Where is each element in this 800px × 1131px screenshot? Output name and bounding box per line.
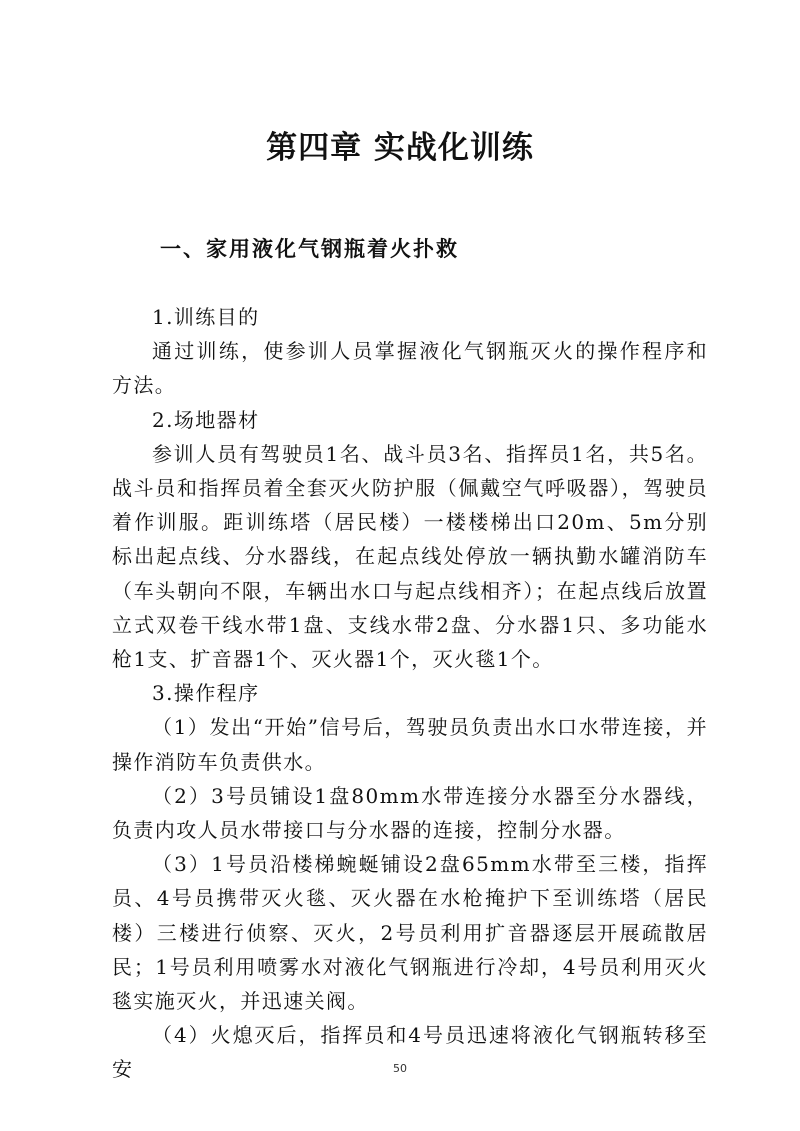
paragraph-training-purpose: 通过训练，使参训人员掌握液化气钢瓶灭火的操作程序和方法。 [112,339,708,398]
page-number: 50 [393,1062,407,1075]
paragraph-procedure-step-2: （2）3号员铺设1盘80mm水带连接分水器至分水器线，负责内攻人员水带接口与分水器的连接，控制分水器。 [112,783,708,843]
section-heading: 一、家用液化气钢瓶着火扑救 [160,237,459,261]
paragraph-training-purpose-heading: 1.训练目的 [152,305,260,329]
body-text [112,300,708,1087]
paragraph-site-equipment-heading: 2.场地器材 [152,407,260,432]
paragraph-site-equipment: 参训人员有驾驶员1名、战斗员3名、指挥员1名，共5名。战斗员和指挥员着全套灭火防护服（佩戴空气呼吸器），驾驶员着作训服。距训练塔（居民楼）一楼楼梯出口20m、5m分别标出起点线、分水器线，在起点线处停放一辆执勤水罐消防车（车头朝向不限，车辆出水口与起点线相齐）；在起点线后放置立式双卷干线水带1盘、支线水带2盘、分水器1只、多功能水枪1支、扩音器1个、灭火器1个，灭火毯1个。 [112,441,708,672]
paragraph-procedure-step-3: （3）1号员沿楼梯蜿蜒铺设2盘65mm水带至三楼，指挥员、4号员携带灭火毯、灭火器在水枪掩护下至训练塔（居民楼）三楼进行侦察、灭火，2号员利用扩音器逐层开展疏散居民；1号员利用喷雾水对液化气钢瓶进行冷却，4号员利用灭火毯实施灭火，并迅速关阀。 [112,852,708,1014]
paragraph-procedure-step-4: （4）火熄灭后，指挥员和4号员迅速将液化气钢瓶转移至安 [112,1023,708,1082]
chapter-title: 第四章 实战化训练 [266,130,534,166]
paragraph-procedure-step-1: （1）发出“开始”信号后，驾驶员负责出水口水带连接，并操作消防车负责供水。 [112,715,708,774]
paragraph-procedure-heading: 3.操作程序 [152,681,260,706]
